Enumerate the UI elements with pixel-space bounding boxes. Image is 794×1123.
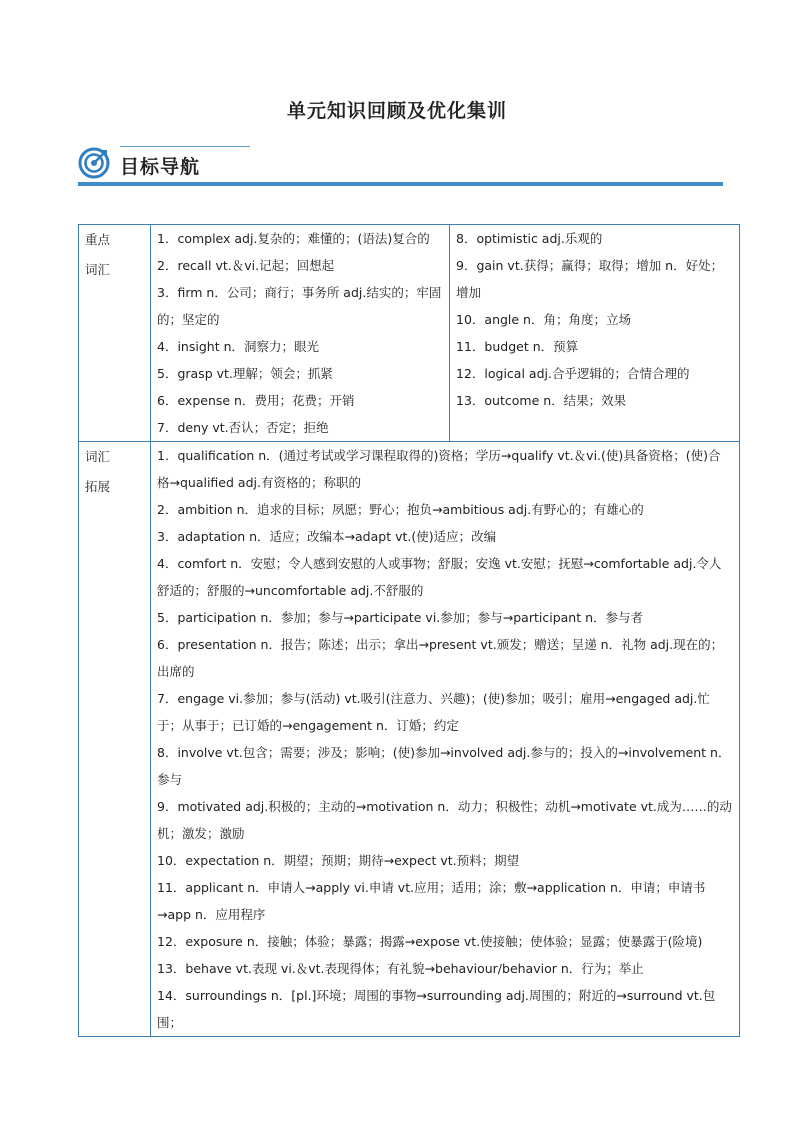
vocab-item: 13．behave vt.表现 vi.＆vt.表现得体；有礼貌→behaviour/behavior n．行为；举止 [157, 961, 644, 976]
vocab-item: 5．grasp vt.理解；领会；抓紧 [157, 366, 333, 381]
vocab-item: 5．participation n．参加；参与→participate vi.参加；参与→participant n．参与者 [157, 610, 644, 625]
vocab-item: 3．adaptation n．适应；改编本→adapt vt.(使)适应；改编 [157, 529, 497, 544]
category-label: 词汇 [85, 449, 111, 464]
key-vocab-right [450, 225, 740, 442]
category-label: 拓展 [85, 479, 111, 494]
vocab-item: 10．angle n．角；角度；立场 [456, 312, 631, 327]
key-vocab-row [79, 225, 740, 442]
section-title: 目标导航 [120, 156, 201, 178]
vocab-item: 7．engage vi.参加；参与(活动) vt.吸引(注意力、兴趣)；(使)参加；吸引；雇用→engaged adj.忙于；从事于；已订婚的→engagement n．订婚；约定 [157, 691, 710, 733]
vocab-item: 3．firm n．公司；商行；事务所 adj.结实的；牢固的；坚定的 [157, 285, 442, 327]
section-header [78, 144, 723, 186]
vocab-item: 6．expense n．费用；花费；开销 [157, 393, 355, 408]
vocab-item: 11．applicant n．申请人→apply vi.申请 vt.应用；适用；涂；敷→application n．申请；申请书→app n．应用程序 [157, 880, 706, 922]
extension-category [79, 442, 151, 1037]
vocab-item: 6．presentation n．报告；陈述；出示；拿出→present vt.颁发；赠送；呈递 n．礼物 adj.现在的；出席的 [157, 637, 724, 679]
vocab-item: 2．ambition n．追求的目标；夙愿；野心；抱负→ambitious adj.有野心的；有雄心的 [157, 502, 644, 517]
vocab-item: 10．expectation n．期望；预期；期待→expect vt.预料；期望 [157, 853, 520, 868]
extension-list [151, 442, 740, 1037]
vocab-item: 1．complex adj.复杂的；难懂的；(语法)复合的 [157, 231, 430, 246]
target-icon [78, 147, 110, 179]
page-title: 单元知识回顾及优化集训 [286, 100, 507, 122]
vocab-item: 14．surroundings n．[pl.]环境；周围的事物→surrounding adj.周围的；附近的→surround vt.包围； [157, 988, 716, 1030]
vocab-item: 13．outcome n．结果；效果 [456, 393, 627, 408]
vocab-item: 8．involve vt.包含；需要；涉及；影响；(使)参加→involved adj.参与的；投入的→involvement n．参与 [157, 745, 731, 787]
vocab-item: 9．gain vt.获得；赢得；取得；增加 n．好处；增加 [456, 258, 724, 300]
category-label: 词汇 [85, 262, 111, 277]
vocab-item: 1．qualification n．(通过考试或学习课程取得的)资格；学历→qualify vt.＆vi.(使)具备资格；(使)合格→qualified adj.有资格的；称职的 [157, 448, 721, 490]
vocab-item: 4．insight n．洞察力；眼光 [157, 339, 319, 354]
category-label: 重点 [85, 232, 111, 247]
vocab-item: 9．motivated adj.积极的；主动的→motivation n．动力；积极性；动机→motivate vt.成为……的动机；激发；激励 [157, 799, 732, 841]
vocab-item: 2．recall vt.＆vi.记起；回想起 [157, 258, 335, 273]
vocab-item: 11．budget n．预算 [456, 339, 579, 354]
header-top-line [120, 146, 250, 147]
vocab-item: 12．logical adj.合乎逻辑的；合情合理的 [456, 366, 690, 381]
header-underline [78, 182, 723, 186]
extension-row [79, 442, 740, 1037]
vocab-item: 4．comfort n．安慰；令人感到安慰的人或事物；舒服；安逸 vt.安慰；抚慰→comfortable adj.令人舒适的；舒服的→uncomfortable adj.不舒服的 [157, 556, 722, 598]
vocab-table [78, 224, 740, 1037]
vocab-item: 12．exposure n．接触；体验；暴露；揭露→expose vt.使接触；使体验；显露；使暴露于(险境) [157, 934, 703, 949]
key-vocab-left [151, 225, 450, 442]
vocab-item: 8．optimistic adj.乐观的 [456, 231, 603, 246]
key-vocab-category [79, 225, 151, 442]
vocab-item: 7．deny vt.否认；否定；拒绝 [157, 420, 329, 435]
